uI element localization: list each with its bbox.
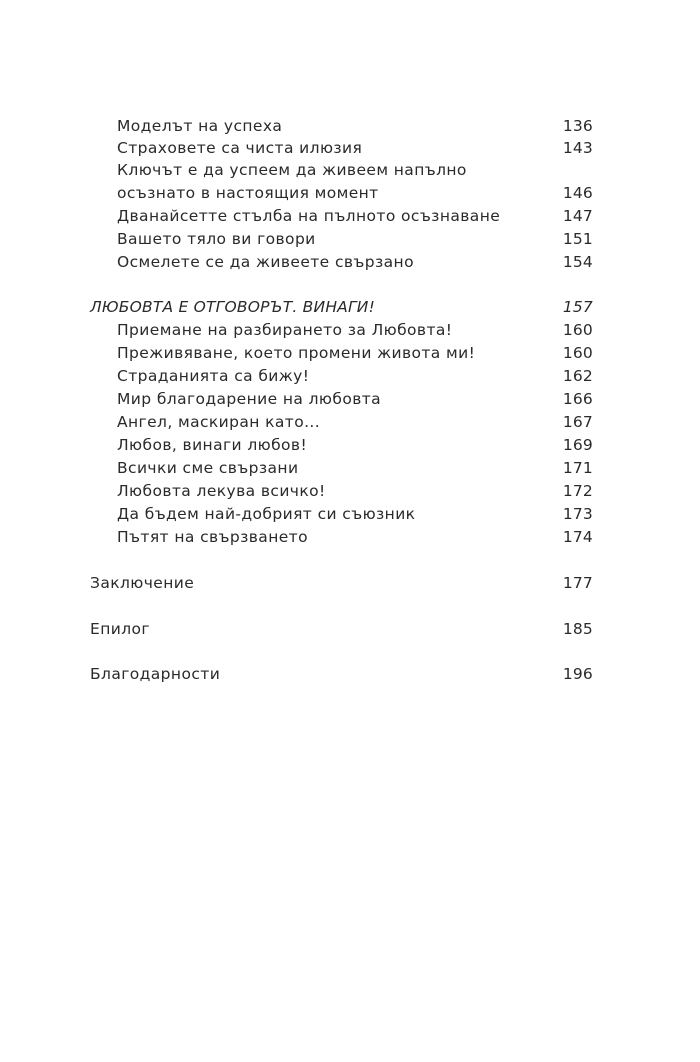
toc-entry-title: Моделът на успеха bbox=[117, 117, 283, 135]
toc-entry-title: Ключът е да успеем да живеем напълно bbox=[117, 161, 467, 179]
acknowledgements-title: Благодарности bbox=[90, 665, 221, 683]
toc-entry-title: Осмелете се да живеете свързано bbox=[117, 253, 414, 271]
toc-entry-title: Страховете са чиста илюзия bbox=[117, 139, 363, 157]
toc-entry-page: 146 bbox=[562, 184, 593, 202]
toc-entry-title: Преживяване, което промени живота ми! bbox=[117, 344, 476, 362]
toc-entry-page: 160 bbox=[562, 344, 593, 362]
toc-entry-page: 136 bbox=[562, 117, 593, 135]
toc-entry-page: 169 bbox=[562, 436, 593, 454]
toc-entry-page: 154 bbox=[562, 253, 593, 271]
toc-entry-page: 172 bbox=[562, 482, 593, 500]
toc-entry-page: 160 bbox=[562, 321, 593, 339]
chapter-heading: ЛЮБОВТА Е ОТГОВОРЪТ. ВИНАГИ! bbox=[90, 298, 376, 316]
toc-entry-page: 162 bbox=[562, 367, 593, 385]
toc-entry-page: 171 bbox=[562, 459, 593, 477]
toc-entry-title: осъзнато в настоящия момент bbox=[117, 184, 379, 202]
toc-entry-title: Мир благодарение на любовта bbox=[117, 390, 382, 408]
toc-entry-title: Да бъдем най-добрият си съюзник bbox=[117, 505, 416, 523]
toc-entry-title: Дванайсетте стълба на пълното осъзнаване bbox=[117, 207, 501, 225]
epilogue-title: Епилог bbox=[90, 620, 150, 638]
toc-entry-title: Ангел, маскиран като... bbox=[117, 413, 321, 431]
toc-entry-title: Приемане на разбирането за Любовта! bbox=[117, 321, 453, 339]
conclusion-title: Заключение bbox=[90, 574, 195, 592]
toc-entry-title: Любов, винаги любов! bbox=[117, 436, 308, 454]
conclusion-page: 177 bbox=[562, 574, 593, 592]
toc-entry-page: 151 bbox=[562, 230, 593, 248]
toc-entry-title: Пътят на свързването bbox=[117, 528, 308, 546]
acknowledgements-page: 196 bbox=[562, 665, 593, 683]
toc-entry-title: Вашето тяло ви говори bbox=[117, 230, 316, 248]
toc-entry-page: 173 bbox=[562, 505, 593, 523]
toc-entry-title: Страданията са бижу! bbox=[117, 367, 310, 385]
toc-entry-page: 147 bbox=[562, 207, 593, 225]
toc-entry-page: 174 bbox=[562, 528, 593, 546]
toc-entry-page: 143 bbox=[562, 139, 593, 157]
toc-entry-page: 166 bbox=[562, 390, 593, 408]
toc-entry-page: 167 bbox=[562, 413, 593, 431]
toc-entry-title: Любовта лекува всичко! bbox=[117, 482, 326, 500]
chapter-page: 157 bbox=[562, 298, 593, 316]
toc-entry-title: Всички сме свързани bbox=[117, 459, 299, 477]
epilogue-page: 185 bbox=[562, 620, 593, 638]
